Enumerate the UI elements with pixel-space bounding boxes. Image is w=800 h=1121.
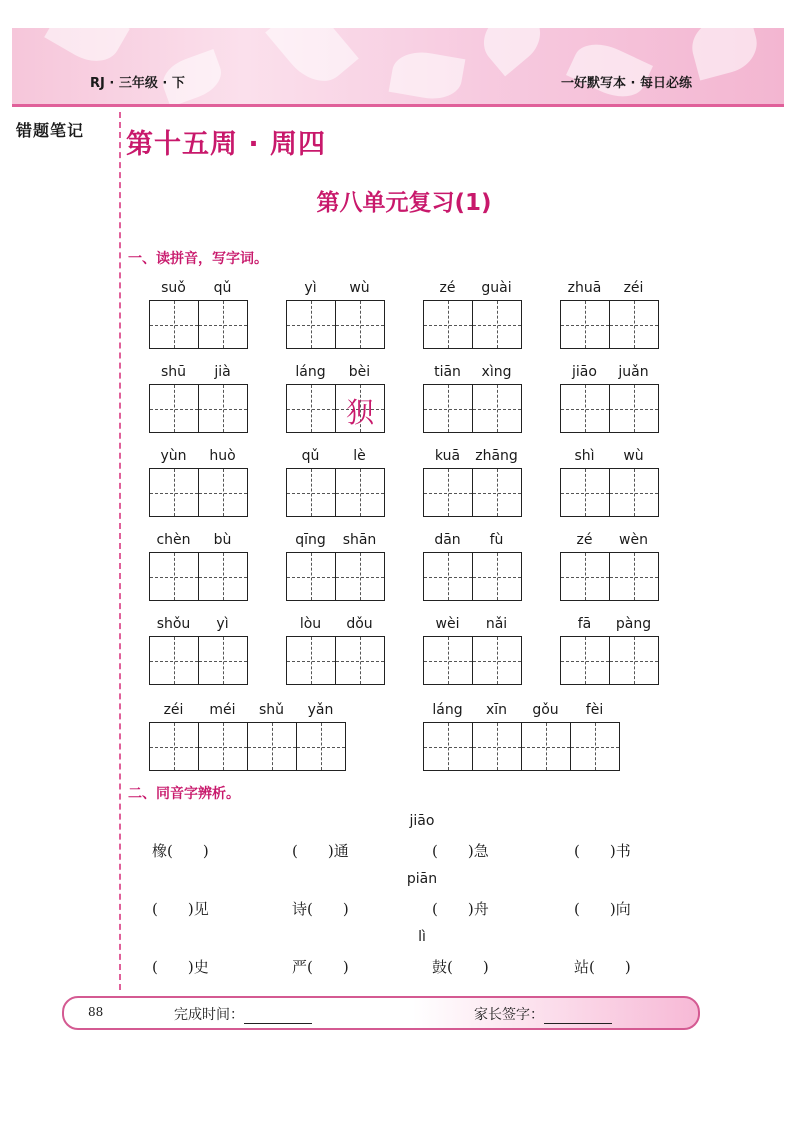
writing-cell[interactable] [472,469,521,516]
pinyin-syllable: qǔ [213,280,232,296]
pinyin-syllable: shǔ [258,702,285,718]
pinyin-syllable: lòu [299,616,322,632]
homophone-blank[interactable]: ( )书 [574,842,631,860]
writing-boxes [423,468,522,517]
pinyin-syllable: láng [432,702,463,718]
writing-boxes [423,300,522,349]
word-group [149,280,248,349]
writing-boxes [560,636,659,685]
pinyin-row [560,448,659,468]
homophone-blank[interactable]: ( )史 [152,958,209,976]
homophone-blank[interactable]: 诗( ) [292,900,349,918]
writing-boxes [560,300,659,349]
page-footer [62,996,700,1030]
pinyin-row [560,364,659,384]
pinyin-row [423,702,620,722]
pinyin-row [286,364,385,384]
pinyin-syllable: zhāng [475,448,518,464]
pinyin-syllable: guài [481,280,512,296]
writing-cell[interactable] [198,637,247,684]
writing-cell[interactable] [150,385,198,432]
word-group [149,616,248,685]
writing-boxes [286,468,385,517]
pinyin-syllable: nǎi [485,616,508,632]
margin-divider [119,112,121,990]
pinyin-syllable: zé [439,280,456,296]
homophone-blank[interactable]: ( )急 [432,842,489,860]
pinyin-syllable: shū [160,364,187,380]
writing-cell[interactable] [198,723,247,770]
writing-cell[interactable] [472,385,521,432]
writing-cell[interactable] [424,723,472,770]
writing-cell[interactable] [561,301,609,348]
writing-boxes [560,384,659,433]
writing-cell[interactable] [424,469,472,516]
homophone-blank[interactable]: 橡( ) [152,842,209,860]
writing-cell[interactable] [609,301,658,348]
pinyin-syllable: dǒu [346,616,373,632]
pinyin-syllable: láng [295,364,326,380]
writing-cell[interactable] [472,301,521,348]
writing-cell[interactable] [335,637,384,684]
writing-boxes [286,384,385,433]
writing-cell[interactable] [609,553,658,600]
pinyin-row [149,448,248,468]
pinyin-syllable: xīn [485,702,508,718]
writing-cell[interactable] [521,723,570,770]
pinyin-syllable: fù [489,532,504,548]
pinyin-syllable: jiāo [572,364,597,380]
pinyin-syllable: zé [576,532,593,548]
pinyin-syllable: zéi [623,280,644,296]
pinyin-row [286,280,385,300]
completion-time [174,1004,312,1024]
writing-cell[interactable] [198,553,247,600]
writing-cell[interactable] [609,637,658,684]
pinyin-syllable: lè [353,448,366,464]
pinyin-row [149,702,346,722]
word-group [560,532,659,601]
writing-cell[interactable] [561,553,609,600]
homophone-blank[interactable]: ( )舟 [432,900,489,918]
writing-cell[interactable] [247,723,296,770]
grade-label: RJ · 三年级 · 下 [90,76,185,91]
word-group [560,616,659,685]
writing-cell[interactable] [570,723,619,770]
pinyin-syllable: jià [214,364,231,380]
pinyin-syllable: bèi [348,364,371,380]
pinyin-syllable: yì [304,280,317,296]
pinyin-syllable: méi [209,702,236,718]
pinyin-syllable: gǒu [532,702,559,718]
pinyin-row [560,280,659,300]
pinyin-syllable: fèi [585,702,604,718]
writing-boxes [149,636,248,685]
parent-signature-blank[interactable] [544,1009,612,1024]
writing-cell[interactable] [198,301,247,348]
word-group [286,280,385,349]
word-group [286,532,385,601]
pinyin-row [149,280,248,300]
word-group [560,364,659,433]
writing-cell[interactable] [561,637,609,684]
pinyin-syllable: shì [574,448,595,464]
pinyin-syllable: shān [342,532,377,548]
homophone-blank[interactable]: 鼓( ) [432,958,489,976]
pinyin-syllable: yùn [160,448,187,464]
writing-boxes [423,636,522,685]
writing-boxes [560,468,659,517]
writing-cell[interactable] [150,723,198,770]
writing-cell[interactable] [424,553,472,600]
writing-cell[interactable] [150,637,198,684]
pinyin-syllable: shǒu [156,616,191,632]
writing-cell[interactable] [287,385,335,432]
writing-cell[interactable] [150,469,198,516]
pinyin-syllable: wù [623,448,644,464]
writing-boxes [286,636,385,685]
parent-signature-label: 家长签字： [474,1007,544,1023]
homophone-pinyin: piān [406,871,438,887]
pinyin-syllable: yì [216,616,229,632]
section-1-title: 一、读拼音，写字词。 [128,251,268,267]
homophone-blank[interactable]: ( )向 [574,900,631,918]
word-group [423,616,522,685]
day-title: 第十五周 · 周四 [126,129,327,160]
pinyin-syllable: wù [349,280,370,296]
unit-title: 第八单元复习(1) [316,190,492,216]
word-group [149,448,248,517]
pinyin-row [149,532,248,552]
completion-time-label: 完成时间： [174,1007,244,1023]
writing-boxes [149,552,248,601]
series-label: 一好默写本 · 每日必练 [561,76,692,91]
pinyin-row [423,364,522,384]
page-header [12,28,784,107]
word-group [423,280,522,349]
pinyin-syllable: xìng [481,364,512,380]
pinyin-syllable: qīng [295,532,326,548]
parent-signature [474,1004,612,1024]
writing-boxes [560,552,659,601]
word-group [149,702,346,771]
writing-cell[interactable] [609,469,658,516]
pinyin-row [423,532,522,552]
writing-cell[interactable] [561,385,609,432]
writing-boxes [286,300,385,349]
pinyin-syllable: huò [209,448,236,464]
pinyin-row [423,616,522,636]
homophone-pinyin: lì [418,929,426,945]
writing-cell[interactable] [150,301,198,348]
writing-cell[interactable] [335,553,384,600]
written-character: 狈 [345,396,374,429]
writing-cell[interactable] [472,723,521,770]
homophone-blank[interactable]: ( )见 [152,900,209,918]
writing-cell[interactable] [296,723,345,770]
writing-boxes [149,384,248,433]
writing-boxes [423,552,522,601]
word-group [423,364,522,433]
word-group [560,448,659,517]
homophone-blank[interactable]: 站( ) [574,958,631,976]
pinyin-syllable: qǔ [301,448,320,464]
writing-cell[interactable] [287,301,335,348]
writing-cell[interactable] [335,469,384,516]
completion-time-blank[interactable] [244,1009,312,1024]
word-group [423,448,522,517]
pinyin-row [286,616,385,636]
word-group [286,616,385,685]
writing-cell[interactable] [287,553,335,600]
writing-cell[interactable] [424,385,472,432]
writing-boxes [149,722,346,771]
writing-cell[interactable] [198,469,247,516]
word-group [149,364,248,433]
word-group [286,448,385,517]
word-group [423,532,522,601]
writing-cell[interactable] [472,553,521,600]
pinyin-syllable: wèi [435,616,460,632]
pinyin-syllable: wèn [619,532,648,548]
writing-boxes [149,468,248,517]
pinyin-row [423,448,522,468]
writing-cell[interactable] [424,637,472,684]
pinyin-syllable: chèn [156,532,191,548]
writing-boxes [286,552,385,601]
word-group [560,280,659,349]
pinyin-row [149,616,248,636]
homophone-blank[interactable]: 严( ) [292,958,349,976]
writing-cell[interactable] [609,385,658,432]
pinyin-syllable: dān [434,532,461,548]
writing-cell[interactable] [472,637,521,684]
pinyin-row [560,532,659,552]
homophone-blank[interactable]: ( )通 [292,842,349,860]
pinyin-row [423,280,522,300]
word-group [286,364,385,433]
section-2-title: 二、同音字辨析。 [128,786,240,802]
pinyin-syllable: kuā [434,448,461,464]
pinyin-syllable: zéi [163,702,184,718]
writing-boxes [423,722,620,771]
pinyin-syllable: yǎn [307,702,334,718]
pinyin-row [286,532,385,552]
writing-cell[interactable] [287,469,335,516]
pinyin-syllable: zhuā [567,280,602,296]
writing-cell[interactable] [150,553,198,600]
writing-cell[interactable] [335,385,384,432]
writing-cell[interactable] [424,301,472,348]
writing-cell[interactable] [561,469,609,516]
page-number: 88 [88,1005,104,1019]
pinyin-syllable: suǒ [161,280,186,296]
pinyin-row [286,448,385,468]
pinyin-syllable: pàng [615,616,652,632]
pinyin-syllable: fā [577,616,592,632]
word-group [423,702,620,771]
word-group [149,532,248,601]
writing-cell[interactable] [335,301,384,348]
pinyin-syllable: tiān [434,364,461,380]
pinyin-row [149,364,248,384]
wrong-notes-label: 错题笔记 [16,121,85,140]
writing-cell[interactable] [198,385,247,432]
writing-boxes [423,384,522,433]
homophone-pinyin: jiāo [409,813,435,829]
writing-boxes [149,300,248,349]
writing-cell[interactable] [287,637,335,684]
pinyin-syllable: bù [213,532,232,548]
pinyin-syllable: juǎn [618,364,649,380]
pinyin-row [560,616,659,636]
